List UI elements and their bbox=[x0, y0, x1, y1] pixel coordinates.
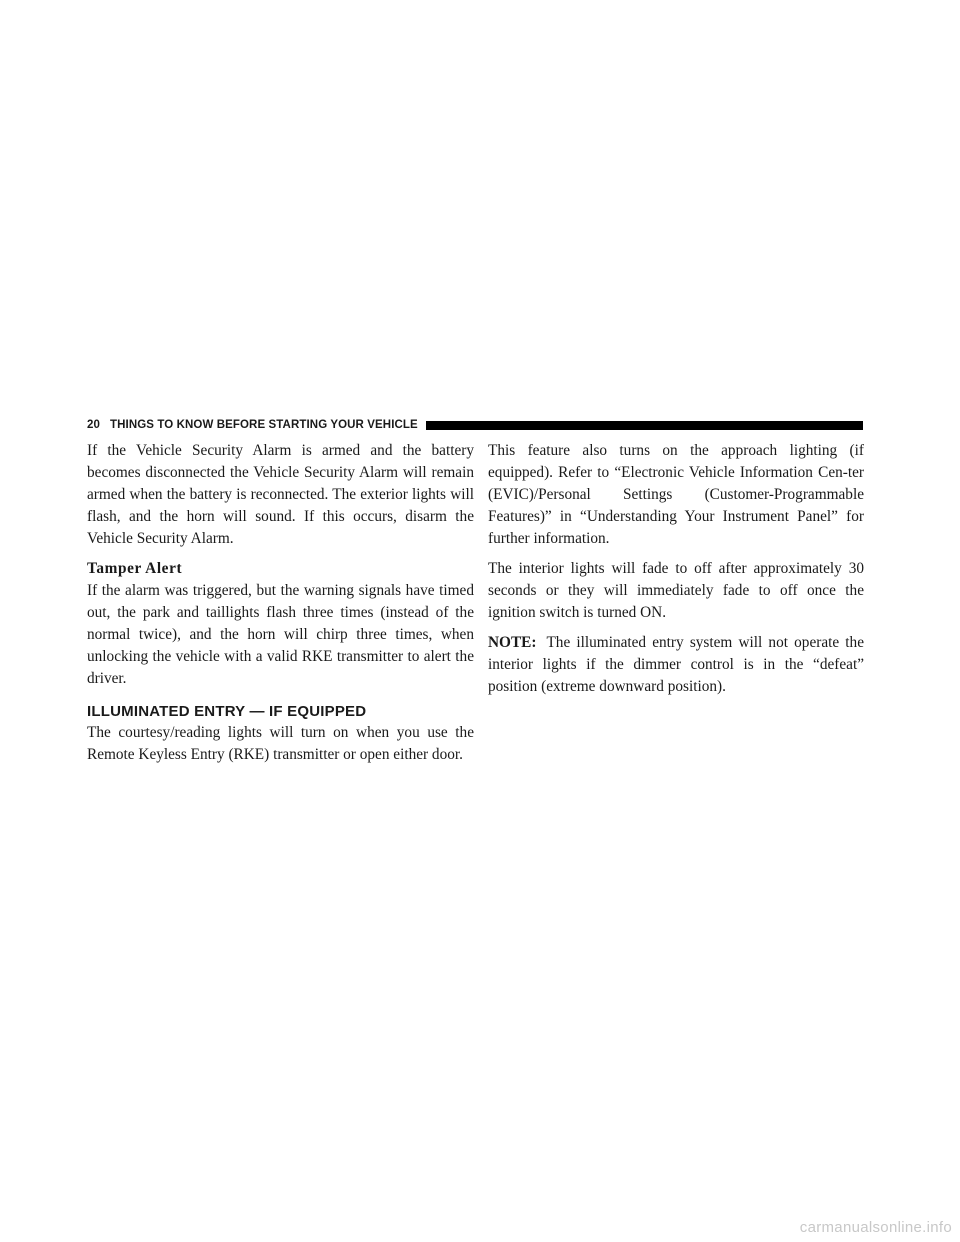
note-paragraph bbox=[488, 632, 864, 698]
watermark: carmanualsonline.info bbox=[799, 1219, 952, 1236]
header-rule bbox=[426, 421, 863, 430]
interior-lights-paragraph: The interior lights will fade to off after approximately 30 seconds or they will immediately fade to off once the ignition switch is turned ON. bbox=[488, 560, 864, 621]
right-column bbox=[488, 440, 864, 706]
section-title: THINGS TO KNOW BEFORE STARTING YOUR VEHICLE bbox=[110, 419, 418, 431]
illuminated-entry-paragraph: The courtesy/reading lights will turn on when you use the Remote Keyless Entry (RKE) transmitter or open either door. bbox=[87, 724, 474, 763]
left-column bbox=[87, 440, 474, 774]
page-number: 20 bbox=[87, 419, 100, 431]
note-label: NOTE: bbox=[488, 634, 537, 651]
note-text: The illuminated entry system will not operate the interior lights if the dimmer control is in the “defeat” position (extreme downward position). bbox=[488, 634, 864, 695]
security-alarm-paragraph: If the Vehicle Security Alarm is armed and the battery becomes disconnected the Vehicle Security Alarm will remain armed when the battery is reconnected. The exterior lights will flash, and the horn will sound. If this occurs, disarm the Vehicle Security Alarm. bbox=[87, 442, 474, 547]
illuminated-entry-heading: ILLUMINATED ENTRY — IF EQUIPPED bbox=[87, 703, 367, 720]
tamper-alert-paragraph: If the alarm was triggered, but the warning signals have timed out, the park and taillights flash three times (instead of the normal twice), and the horn will chirp three times, when unlocking the vehicle with a valid RKE transmitter to alert the driver. bbox=[87, 582, 474, 687]
approach-lighting-paragraph: This feature also turns on the approach lighting (if equipped). Refer to “Electronic Vehicle Information Cen-ter (EVIC)/Personal Settings (Customer-Programmable Features)” in “Understanding Your Instrument Panel” for further information. bbox=[488, 442, 864, 547]
page-header bbox=[87, 418, 863, 432]
tamper-alert-heading: Tamper Alert bbox=[87, 560, 183, 577]
